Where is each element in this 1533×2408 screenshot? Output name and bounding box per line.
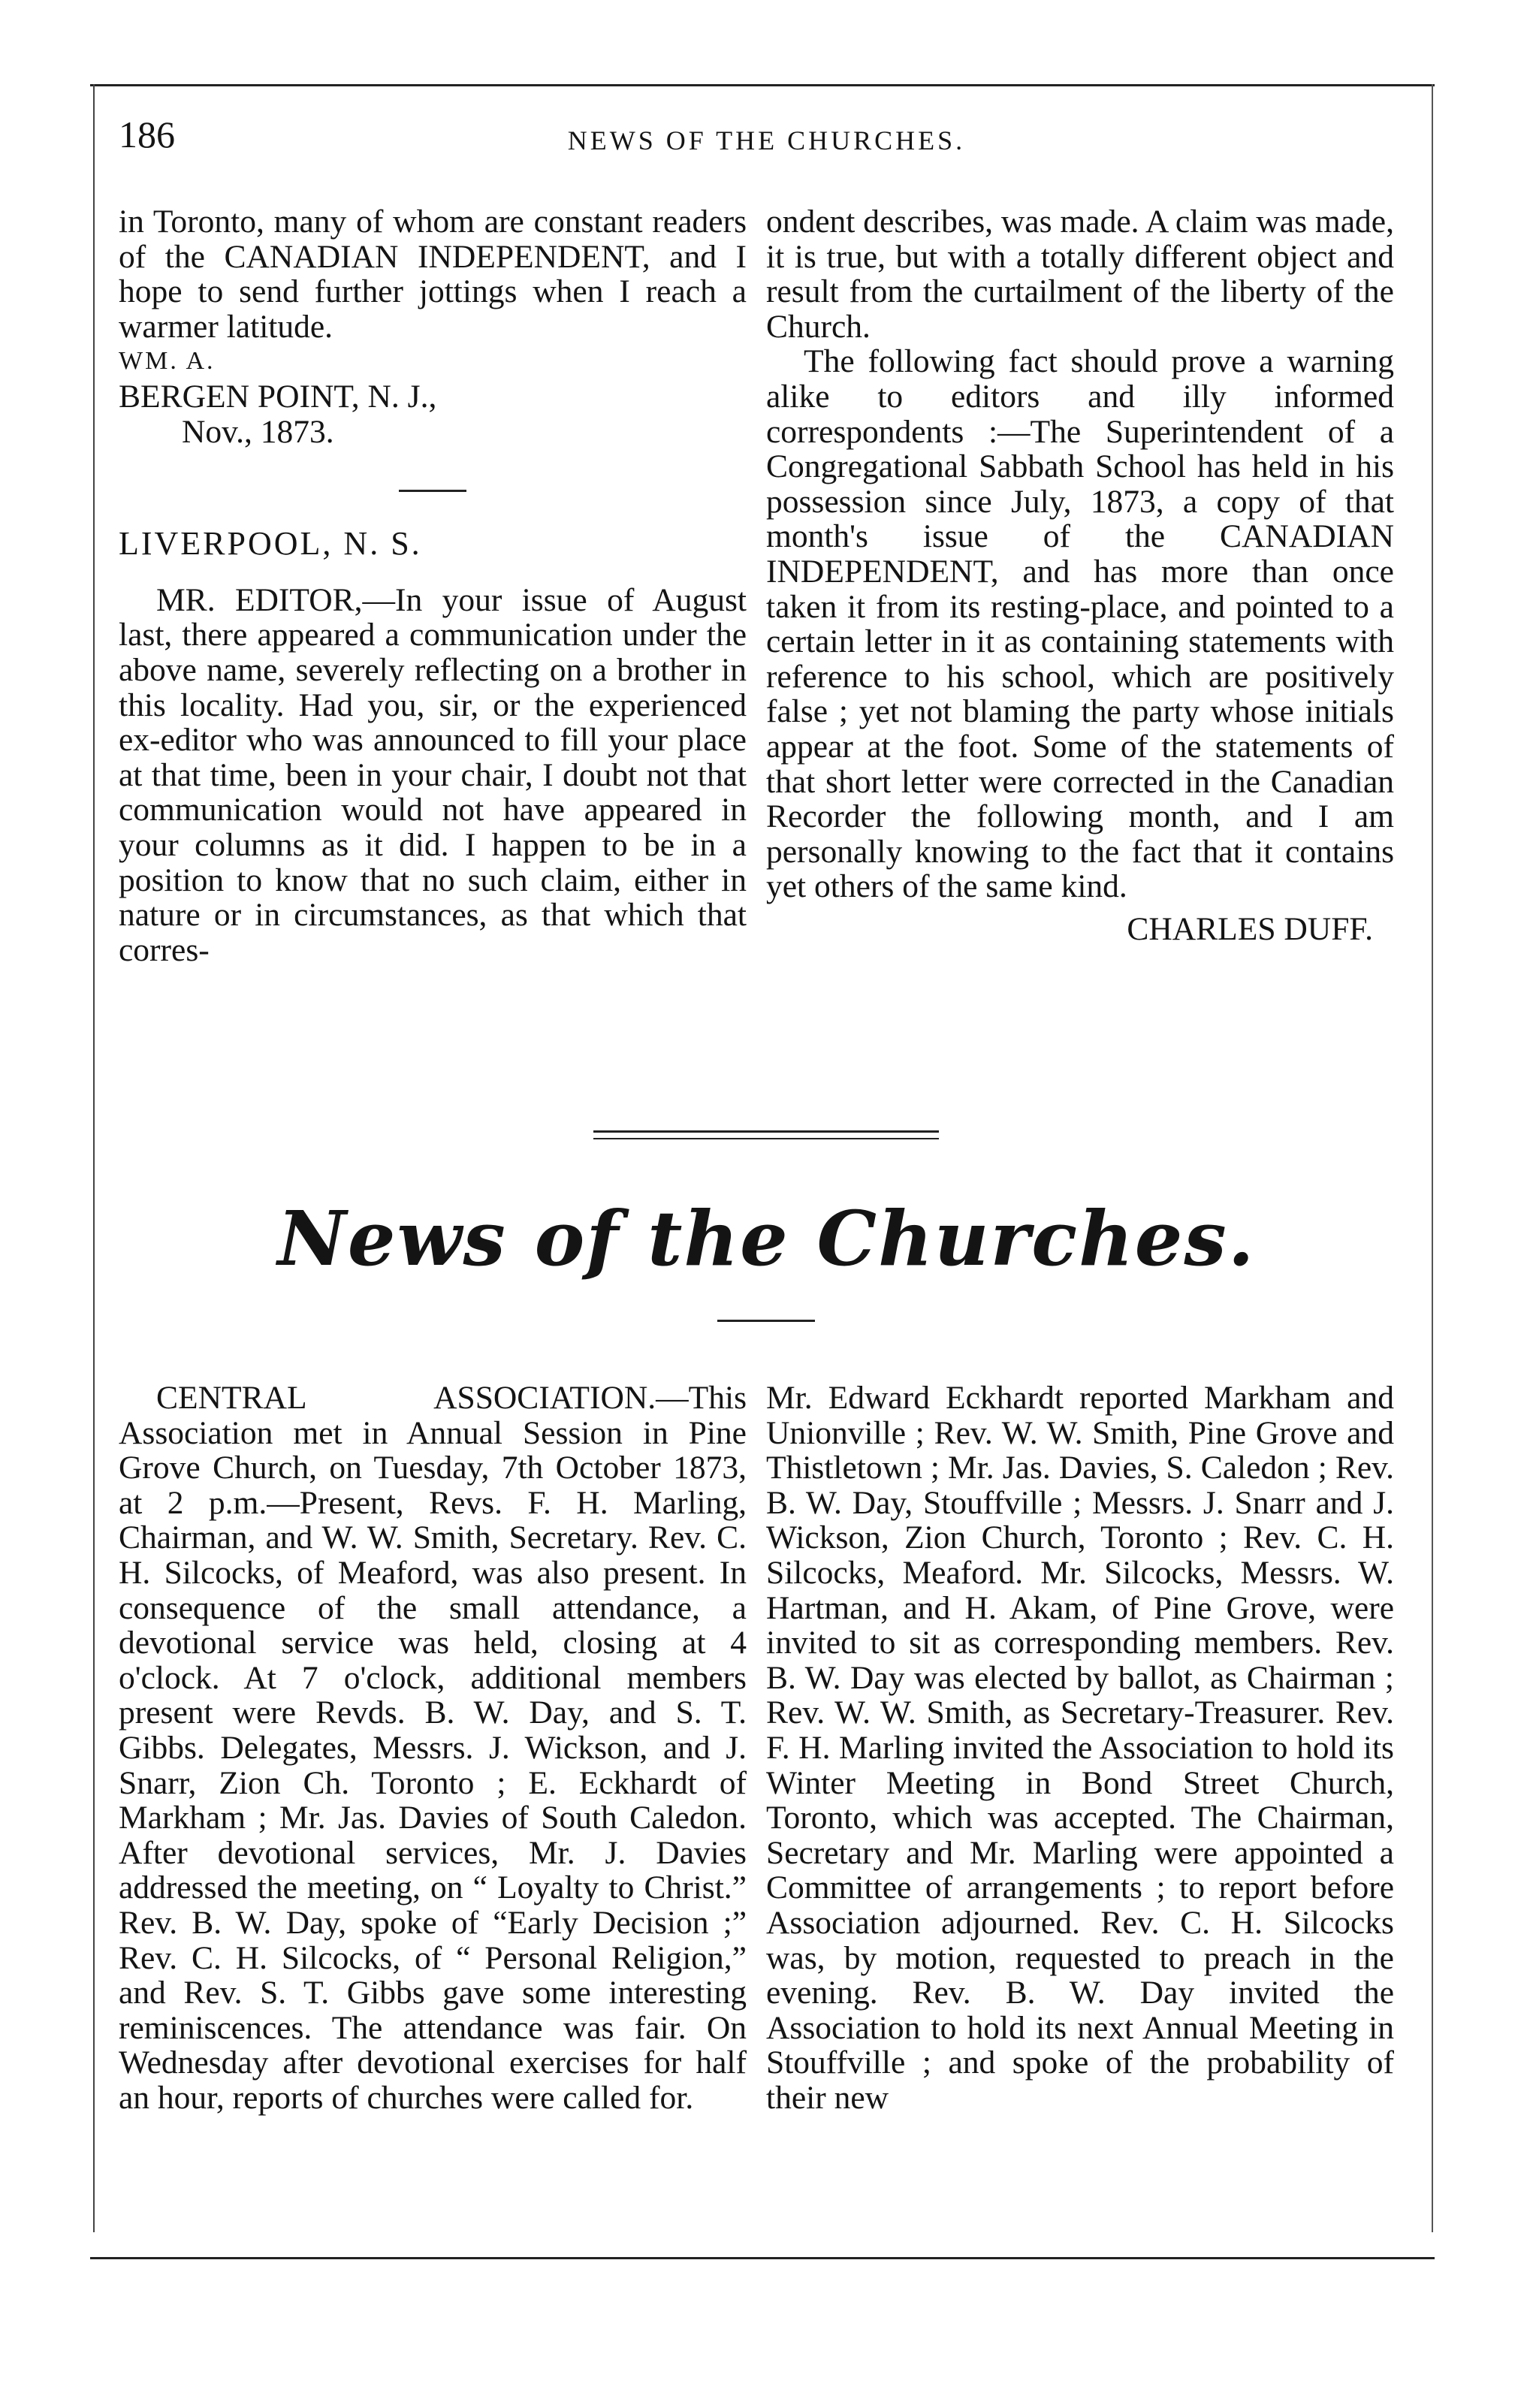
top-border-rule xyxy=(90,84,1435,86)
letter-signature-initials: WM. A. xyxy=(119,347,216,376)
central-association-paragraph: CENTRAL ASSOCIATION.—This Association met in Annual Session in Pine Grove Church, on Tuesday, 7th October 1873, at 2 p.m.—Present, Revs. F. H. Marling, Chairman, and W. W. Smith, Secretary. Rev. C. H. Silcocks, of Meaford, was also present. In consequence of the small attendance, a devotional service was held, closing at 4 o'clock. At 7 o'clock, additional members present were Revds. B. W. Day, and S. T. Gibbs. Delegates, Messrs. J. Wickson, and J. Snarr, Zion Ch. Toronto ; E. Eckhardt of Markham ; Mr. Jas. Davies of South Caledon. After devotional services, Mr. J. Davies addressed the meeting, on “ Loyalty to Christ.” Rev. B. W. Day, spoke of “Early Decision ;” Rev. C. H. Silcocks, of “ Personal Religion,” and Rev. S. T. Gibbs gave some interesting reminiscences. The attendance was fair. On Wednesday after devotional exercises for half an hour, reports of churches were called for. xyxy=(119,1380,747,2116)
right-border-rule xyxy=(1432,84,1433,2232)
double-rule-upper xyxy=(593,1130,939,1133)
dateline-place: BERGEN POINT, N. J., xyxy=(119,378,437,415)
section-title-news-of-the-churches: News of the Churches. xyxy=(277,1194,1256,1283)
letter-closing-paragraph: in Toronto, many of whom are constant readers of the CANADIAN INDEPENDENT, and I hope to send further jottings when I reach a warmer latitude. xyxy=(119,204,747,345)
bottom-right-column xyxy=(766,1381,1394,2115)
liverpool-letter-paragraph: MR. EDITOR,—In your issue of August last, there appeared a communication under the above name, severely reflecting on a brother in this locality. Had you, sir, or the experienced ex-editor who was announced to fill your place at that time, been in your chair, I doubt not that communication would not have appeared in your columns as it did. I happen to be in a position to know that no such claim, either in nature or in circumstances, as that which that corres- xyxy=(119,581,747,968)
top-right-column xyxy=(766,204,1394,946)
liverpool-letter-continuation: ondent describes, was made. A claim was made, it is true, but with a totally different object and result from the curtailment of the liberty of the Church. xyxy=(766,204,1394,345)
section-divider xyxy=(399,490,466,492)
page-number: 186 xyxy=(119,113,175,155)
dateline-date: Nov., 1873. xyxy=(182,413,334,450)
double-rule-lower xyxy=(593,1138,939,1139)
left-border-rule xyxy=(93,84,95,2232)
top-left-column xyxy=(119,204,747,967)
running-head: NEWS OF THE CHURCHES. xyxy=(567,125,966,155)
bottom-left-column xyxy=(119,1381,747,2115)
bottom-border-rule xyxy=(90,2257,1435,2259)
title-underline-rule xyxy=(717,1320,815,1322)
liverpool-letter-paragraph-2: The following fact should prove a warning alike to editors and illy informed correspondents :—The Superintendent of a Congregational Sabbath School has held in his possession since July, 1873, a copy of that month's issue of the CANADIAN INDEPENDENT, and has more than once taken it from its resting-place, and pointed to a certain letter in it as containing statements with reference to his school, which are positively false ; yet not blaming the party whose initials appear at the foot. Some of the statements of that short letter were corrected in the Canadian Recorder the following month, and I am personally knowing to the fact that it contains yet others of the same kind. xyxy=(766,343,1394,905)
letter-signature: CHARLES DUFF. xyxy=(1127,910,1373,947)
central-association-continuation: Mr. Edward Eckhardt reported Markham and Unionville ; Rev. W. W. Smith, Pine Grove and Thistletown ; Mr. Jas. Davies, S. Caledon ; Rev. B. W. Day, Stouffville ; Messrs. J. Snarr and J. Wickson, Zion Church, Toronto ; Rev. C. H. Silcocks, Meaford. Mr. Silcocks, Messrs. W. Hartman, and H. Akam, of Pine Grove, were invited to sit as corresponding members. Rev. B. W. Day was elected by ballot, as Chairman ; Rev. W. W. Smith, as Secretary-Treasurer. Rev. F. H. Marling invited the Association to hold its Winter Meeting in Bond Street Church, Toronto, which was accepted. The Chairman, Secretary and Mr. Marling were appointed a Committee of arrangements ; to report before Association adjourned. Rev. C. H. Silcocks was, by motion, requested to preach in the evening. Rev. B. W. Day invited the Association to hold its next Annual Meeting in Stouffville ; and spoke of the probability of their new xyxy=(766,1380,1394,2116)
section-heading-liverpool: LIVERPOOL, N. S. xyxy=(119,525,422,563)
